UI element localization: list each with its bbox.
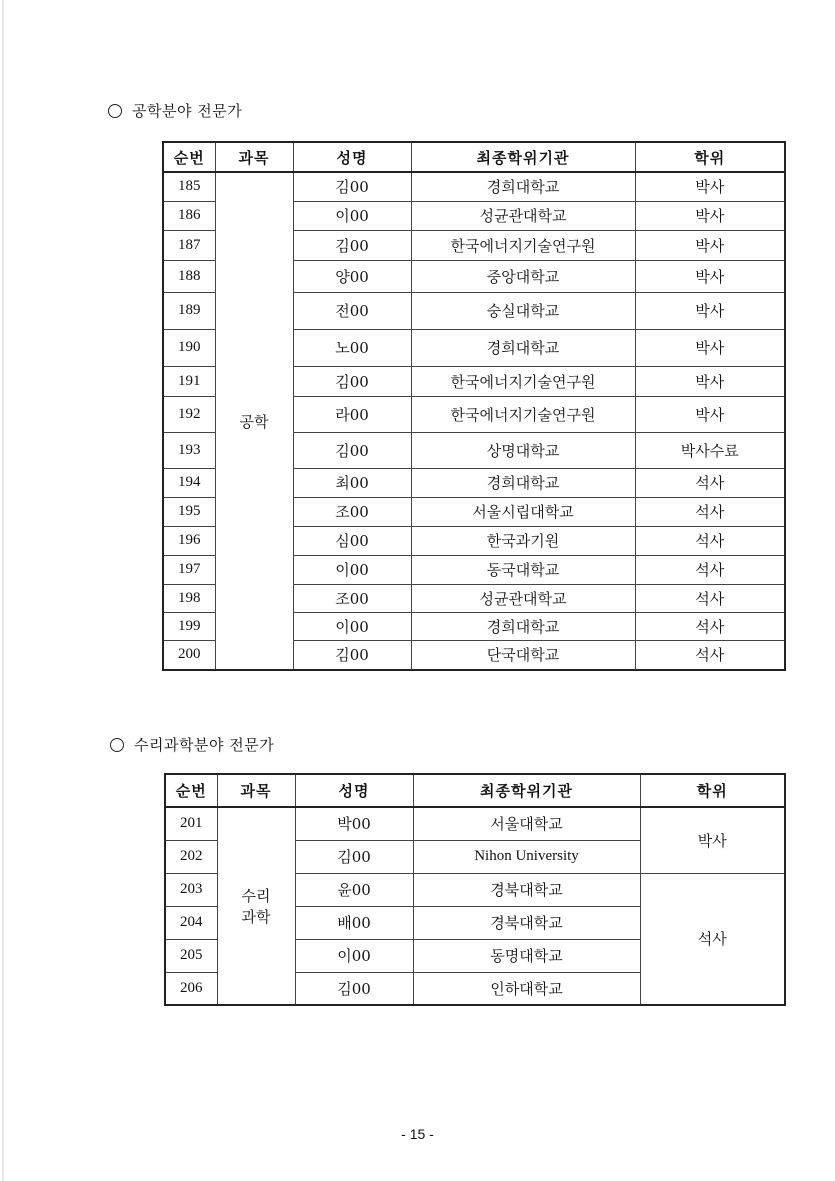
page-edge bbox=[2, 0, 4, 1181]
header-degree: 학위 bbox=[635, 142, 785, 172]
row-name: 노00 bbox=[293, 329, 411, 366]
row-degree: 박사수료 bbox=[635, 432, 785, 468]
row-name: 김00 bbox=[293, 366, 411, 396]
row-name: 김00 bbox=[295, 972, 413, 1005]
row-degree: 박사 bbox=[635, 396, 785, 432]
row-no: 186 bbox=[163, 201, 215, 230]
row-name: 이00 bbox=[293, 201, 411, 230]
row-institution: 경희대학교 bbox=[411, 468, 635, 497]
row-no: 196 bbox=[163, 526, 215, 555]
row-name: 김00 bbox=[295, 840, 413, 873]
row-institution: 한국과기원 bbox=[411, 526, 635, 555]
row-no: 185 bbox=[163, 172, 215, 201]
row-name: 배00 bbox=[295, 906, 413, 939]
row-no: 198 bbox=[163, 584, 215, 612]
row-institution: 성균관대학교 bbox=[411, 201, 635, 230]
row-institution: 숭실대학교 bbox=[411, 292, 635, 329]
header-institution: 최종학위기관 bbox=[413, 774, 640, 807]
row-institution: 성균관대학교 bbox=[411, 584, 635, 612]
degree-group-masters: 석사 bbox=[640, 873, 785, 1005]
header-name: 성명 bbox=[293, 142, 411, 172]
row-no: 204 bbox=[165, 906, 217, 939]
row-no: 192 bbox=[163, 396, 215, 432]
row-name: 전00 bbox=[293, 292, 411, 329]
row-degree: 석사 bbox=[635, 584, 785, 612]
row-institution: 인하대학교 bbox=[413, 972, 640, 1005]
subject-line-1: 수리 bbox=[241, 887, 271, 905]
row-degree: 박사 bbox=[635, 292, 785, 329]
row-name: 조00 bbox=[293, 584, 411, 612]
header-degree: 학위 bbox=[640, 774, 785, 807]
row-name: 이00 bbox=[295, 939, 413, 972]
row-degree: 석사 bbox=[635, 640, 785, 670]
row-institution: 경희대학교 bbox=[411, 172, 635, 201]
row-degree: 박사 bbox=[635, 260, 785, 292]
section-title-math-science bbox=[110, 734, 274, 755]
row-no: 201 bbox=[165, 807, 217, 840]
row-degree: 박사 bbox=[635, 201, 785, 230]
row-no: 189 bbox=[163, 292, 215, 329]
row-no: 205 bbox=[165, 939, 217, 972]
row-degree: 석사 bbox=[635, 497, 785, 526]
section-title-text: 수리과학분야 전문가 bbox=[134, 736, 275, 754]
row-no: 190 bbox=[163, 329, 215, 366]
row-name: 윤00 bbox=[295, 873, 413, 906]
section-title-engineering bbox=[108, 100, 242, 121]
engineering-experts-table bbox=[162, 141, 786, 671]
header-name: 성명 bbox=[295, 774, 413, 807]
row-no: 191 bbox=[163, 366, 215, 396]
row-degree: 석사 bbox=[635, 555, 785, 584]
row-institution: 상명대학교 bbox=[411, 432, 635, 468]
subject-cell: 공학 bbox=[215, 172, 293, 670]
table-row bbox=[165, 807, 785, 840]
row-institution: 한국에너지기술연구원 bbox=[411, 230, 635, 260]
row-name: 이00 bbox=[293, 555, 411, 584]
section-title-text: 공학분야 전문가 bbox=[132, 102, 243, 120]
row-name: 최00 bbox=[293, 468, 411, 497]
row-name: 김00 bbox=[293, 230, 411, 260]
header-subject: 과목 bbox=[217, 774, 295, 807]
row-institution: 서울대학교 bbox=[413, 807, 640, 840]
table-row bbox=[163, 172, 785, 201]
row-degree: 석사 bbox=[635, 468, 785, 497]
row-degree: 박사 bbox=[635, 172, 785, 201]
table-header-row bbox=[165, 774, 785, 807]
row-institution: 경희대학교 bbox=[411, 612, 635, 640]
row-institution: 서울시립대학교 bbox=[411, 497, 635, 526]
row-institution: 동명대학교 bbox=[413, 939, 640, 972]
row-no: 206 bbox=[165, 972, 217, 1005]
header-no: 순번 bbox=[165, 774, 217, 807]
circle-bullet-icon bbox=[110, 738, 124, 752]
row-degree: 석사 bbox=[635, 612, 785, 640]
header-subject: 과목 bbox=[215, 142, 293, 172]
row-name: 양00 bbox=[293, 260, 411, 292]
row-no: 202 bbox=[165, 840, 217, 873]
row-no: 200 bbox=[163, 640, 215, 670]
row-institution: 동국대학교 bbox=[411, 555, 635, 584]
row-name: 김00 bbox=[293, 172, 411, 201]
row-name: 김00 bbox=[293, 432, 411, 468]
row-degree: 박사 bbox=[635, 329, 785, 366]
row-no: 199 bbox=[163, 612, 215, 640]
row-degree: 석사 bbox=[635, 526, 785, 555]
row-name: 김00 bbox=[293, 640, 411, 670]
row-institution: 한국에너지기술연구원 bbox=[411, 396, 635, 432]
subject-line-2: 과학 bbox=[241, 908, 271, 926]
row-no: 195 bbox=[163, 497, 215, 526]
row-institution: 경북대학교 bbox=[413, 906, 640, 939]
table-header-row bbox=[163, 142, 785, 172]
degree-group-doctorate: 박사 bbox=[640, 807, 785, 873]
header-no: 순번 bbox=[163, 142, 215, 172]
row-name: 조00 bbox=[293, 497, 411, 526]
row-name: 이00 bbox=[293, 612, 411, 640]
row-no: 203 bbox=[165, 873, 217, 906]
row-no: 188 bbox=[163, 260, 215, 292]
header-institution: 최종학위기관 bbox=[411, 142, 635, 172]
row-institution: 경희대학교 bbox=[411, 329, 635, 366]
row-name: 라00 bbox=[293, 396, 411, 432]
row-no: 197 bbox=[163, 555, 215, 584]
math-science-experts-table bbox=[164, 773, 786, 1006]
row-name: 심00 bbox=[293, 526, 411, 555]
row-institution: 중앙대학교 bbox=[411, 260, 635, 292]
row-no: 193 bbox=[163, 432, 215, 468]
row-institution: 경북대학교 bbox=[413, 873, 640, 906]
row-no: 187 bbox=[163, 230, 215, 260]
row-institution: Nihon University bbox=[413, 840, 640, 873]
row-no: 194 bbox=[163, 468, 215, 497]
page-number: - 15 - bbox=[401, 1126, 434, 1142]
row-name: 박00 bbox=[295, 807, 413, 840]
subject-cell bbox=[217, 807, 295, 1005]
circle-bullet-icon bbox=[108, 104, 122, 118]
row-institution: 단국대학교 bbox=[411, 640, 635, 670]
row-institution: 한국에너지기술연구원 bbox=[411, 366, 635, 396]
row-degree: 박사 bbox=[635, 230, 785, 260]
row-degree: 박사 bbox=[635, 366, 785, 396]
